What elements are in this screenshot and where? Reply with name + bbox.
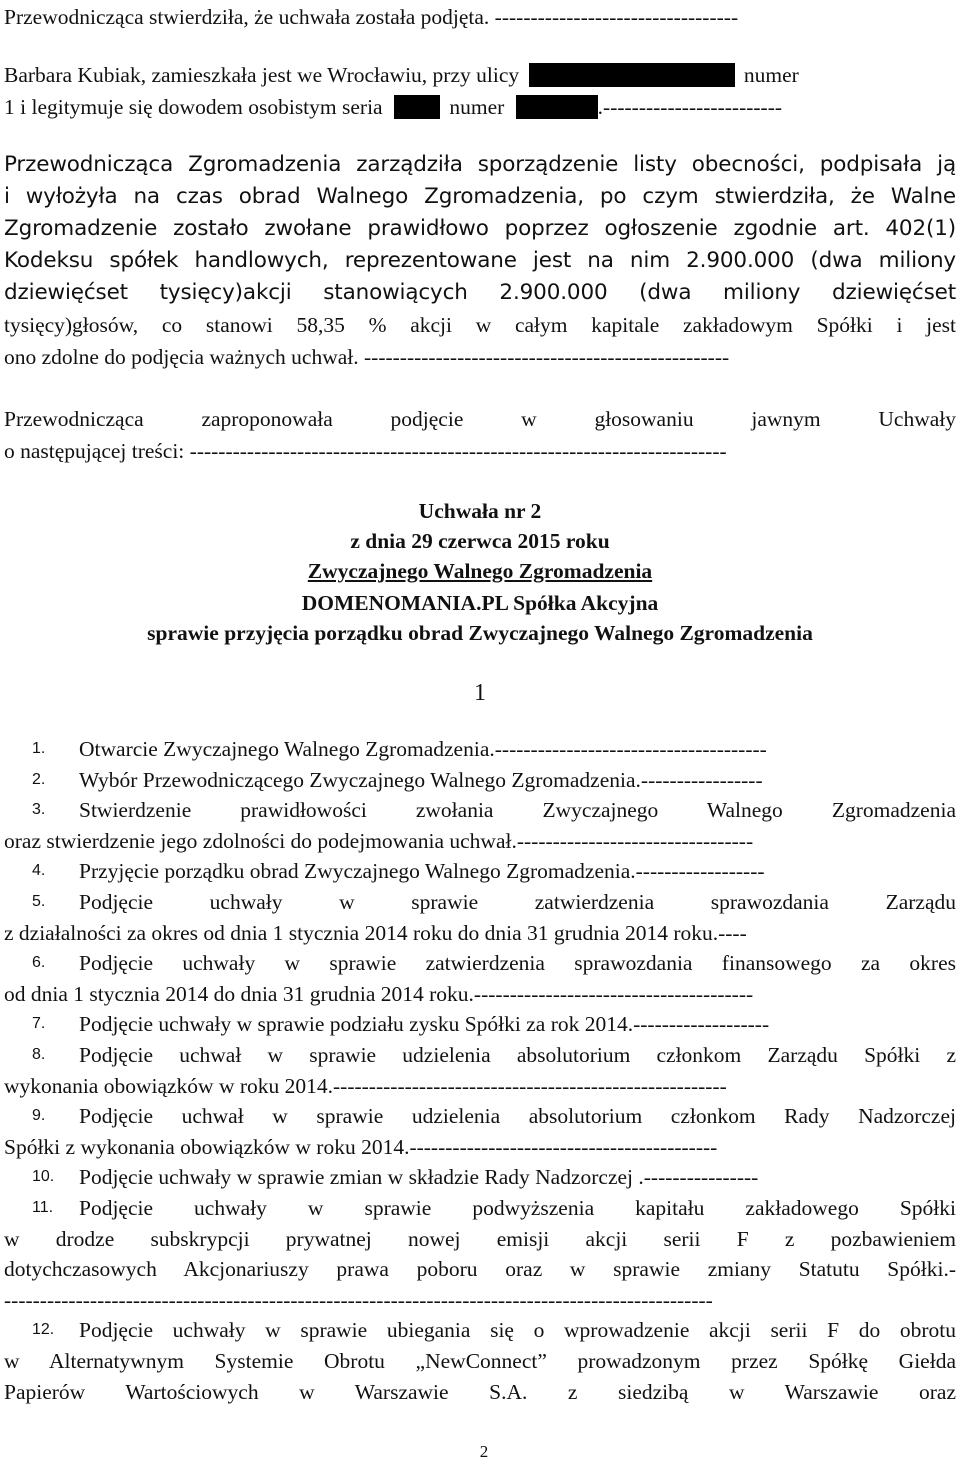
agenda-item-number: 9. <box>32 1107 46 1125</box>
paragraph-line: Kodeksu spółek handlowych, reprezentowane jest na nim 2.900.000 (dwa miliony <box>4 248 956 273</box>
redacted-id-series <box>394 95 440 119</box>
agenda-item-number: 1. <box>32 740 46 757</box>
agenda-item-text: Podjęcie uchwały w sprawie ubiegania się o wprowadzenie akcji serii F do obrotu <box>79 1318 956 1343</box>
identity-dashes: .------------------------- <box>597 95 783 119</box>
identity-line-2 <box>4 92 956 122</box>
agenda-item-text: Podjęcie uchwał w sprawie udzielenia absolutorium członkom Rady Nadzorczej <box>79 1104 956 1129</box>
agenda-item-number: 10. <box>32 1168 55 1186</box>
agenda-item-text: Podjęcie uchwały w sprawie podwyższenia kapitału zakładowego Spółki <box>79 1196 956 1220</box>
agenda-item-text: w drodze subskrypcji prywatnej nowej emisji akcji serii F z pozbawieniem <box>4 1226 956 1251</box>
resolution-body: Zwyczajnego Walnego Zgromadzenia <box>307 559 653 583</box>
identity-text-number: numer <box>449 95 505 119</box>
agenda-item-text: Podjęcie uchwały w sprawie zatwierdzenia sprawozdania Zarządu <box>79 890 956 914</box>
agenda-item-number: 11. <box>32 1199 54 1216</box>
proposal-line: Przewodnicząca zaproponowała podjęcie w głosowaniu jawnym Uchwały <box>4 407 956 431</box>
agenda-item-text: Podjęcie uchwały w sprawie zmian w składzie Rady Nadzorczej .---------------- <box>79 1165 759 1190</box>
agenda-item-text: w Alternatywnym Systemie Obrotu „NewConnect” prowadzonym przez Spółkę Giełda <box>4 1349 956 1373</box>
agenda-item-number: 5. <box>32 893 46 910</box>
agenda-item-text: Otwarcie Zwyczajnego Walnego Zgromadzenia.-------------------------------------- <box>79 737 767 761</box>
resolution-subject: sprawie przyjęcia porządku obrad Zwyczajnego Walnego Zgromadzenia <box>147 621 813 645</box>
agenda-item-text: z działalności za okres od dnia 1 stycznia 2014 roku do dnia 31 grudnia 2014 roku.---- <box>4 920 747 945</box>
paragraph-line: tysięcy)głosów, co stanowi 58,35 % akcji w całym kapitale zakładowym Spółki i jest <box>4 313 956 337</box>
resolution-body-wrap <box>4 556 956 586</box>
agenda-item-text: Podjęcie uchwały w sprawie podziału zysku Spółki za rok 2014.------------------- <box>79 1012 770 1037</box>
paragraph-line: i wyłożyła na czas obrad Walnego Zgromadzenia, po czym stwierdziła, że Walne <box>4 184 956 209</box>
identity-text-number: numer <box>743 63 799 87</box>
redacted-street <box>529 63 735 87</box>
agenda-item-text: Podjęcie uchwały w sprawie zatwierdzenia sprawozdania finansowego za okres <box>79 951 956 976</box>
agenda-item-number: 4. <box>32 862 46 880</box>
agenda-item-text: od dnia 1 stycznia 2014 do dnia 31 grudnia 2014 roku.--------------------------------------- <box>4 981 754 1006</box>
paragraph-line: ono zdolne do podjęcia ważnych uchwał. --------------------------------------------------- <box>4 345 730 369</box>
identity-text: 1 i legitymuje się dowodem osobistym seria <box>4 95 383 119</box>
section-marker: 1 <box>474 680 486 706</box>
resolution-title: Uchwała nr 2 <box>418 499 542 523</box>
resolution-date: z dnia 29 czerwca 2015 roku <box>350 529 610 553</box>
agenda-item-text: wykonania obowiązków w roku 2014.------------------------------------------------------- <box>4 1073 727 1098</box>
paragraph-line: Zgromadzenie zostało zwołane prawidłowo poprzez ogłoszenie zgodnie art. 402(1) <box>4 216 956 241</box>
agenda-item-text: Papierów Wartościowych w Warszawie S.A. z siedzibą w Warszawie oraz <box>4 1379 956 1404</box>
agenda-item-number: 3. <box>32 801 46 819</box>
agenda-item-text: Przyjęcie porządku obrad Zwyczajnego Walnego Zgromadzenia.------------------ <box>79 859 765 884</box>
agenda-item-text: --------------------------------------------------------------------------------------------------- <box>4 1287 713 1312</box>
agenda-item-number: 2. <box>32 770 46 788</box>
closing-statement-line: Przewodnicząca stwierdziła, że uchwała została podjęta. ---------------------------------- <box>4 5 739 29</box>
agenda-item-text: Stwierdzenie prawidłowości zwołania Zwyczajnego Walnego Zgromadzenia <box>79 798 956 823</box>
agenda-item-number: 12. <box>32 1321 55 1339</box>
company-name: DOMENOMANIA.PL Spółka Akcyjna <box>301 591 659 615</box>
redacted-id-number <box>516 95 598 119</box>
paragraph-line: Przewodnicząca Zgromadzenia zarządziła sporządzenie listy obecności, podpisała ją <box>4 152 956 177</box>
agenda-item-number: 6. <box>32 954 46 972</box>
identity-text: Barbara Kubiak, zamieszkała jest we Wrocławiu, przy ulicy <box>4 63 520 87</box>
page-number: 2 <box>479 1442 489 1461</box>
agenda-item-number: 8. <box>32 1046 46 1063</box>
agenda-item-text: Spółki z wykonania obowiązków w roku 2014.------------------------------------------- <box>4 1134 718 1159</box>
agenda-item-text: Podjęcie uchwał w sprawie udzielenia absolutorium członkom Zarządu Spółki z <box>79 1043 956 1067</box>
paragraph-line: dziewięćset tysięcy)akcji stanowiących 2.900.000 (dwa miliony dziewięćset <box>4 280 956 305</box>
agenda-item-text: Wybór Przewodniczącego Zwyczajnego Walnego Zgromadzenia.----------------- <box>79 767 763 792</box>
agenda-item-text: dotychczasowych Akcjonariuszy prawa poboru oraz w sprawie zmiany Statutu Spółki.- <box>4 1257 956 1282</box>
proposal-line: o następującej treści: --------------------------------------------------------------------------- <box>4 439 727 463</box>
agenda-item-text: oraz stwierdzenie jego zdolności do podejmowania uchwał.--------------------------------- <box>4 828 754 853</box>
identity-line-1 <box>4 60 956 90</box>
agenda-item-number: 7. <box>32 1015 46 1033</box>
